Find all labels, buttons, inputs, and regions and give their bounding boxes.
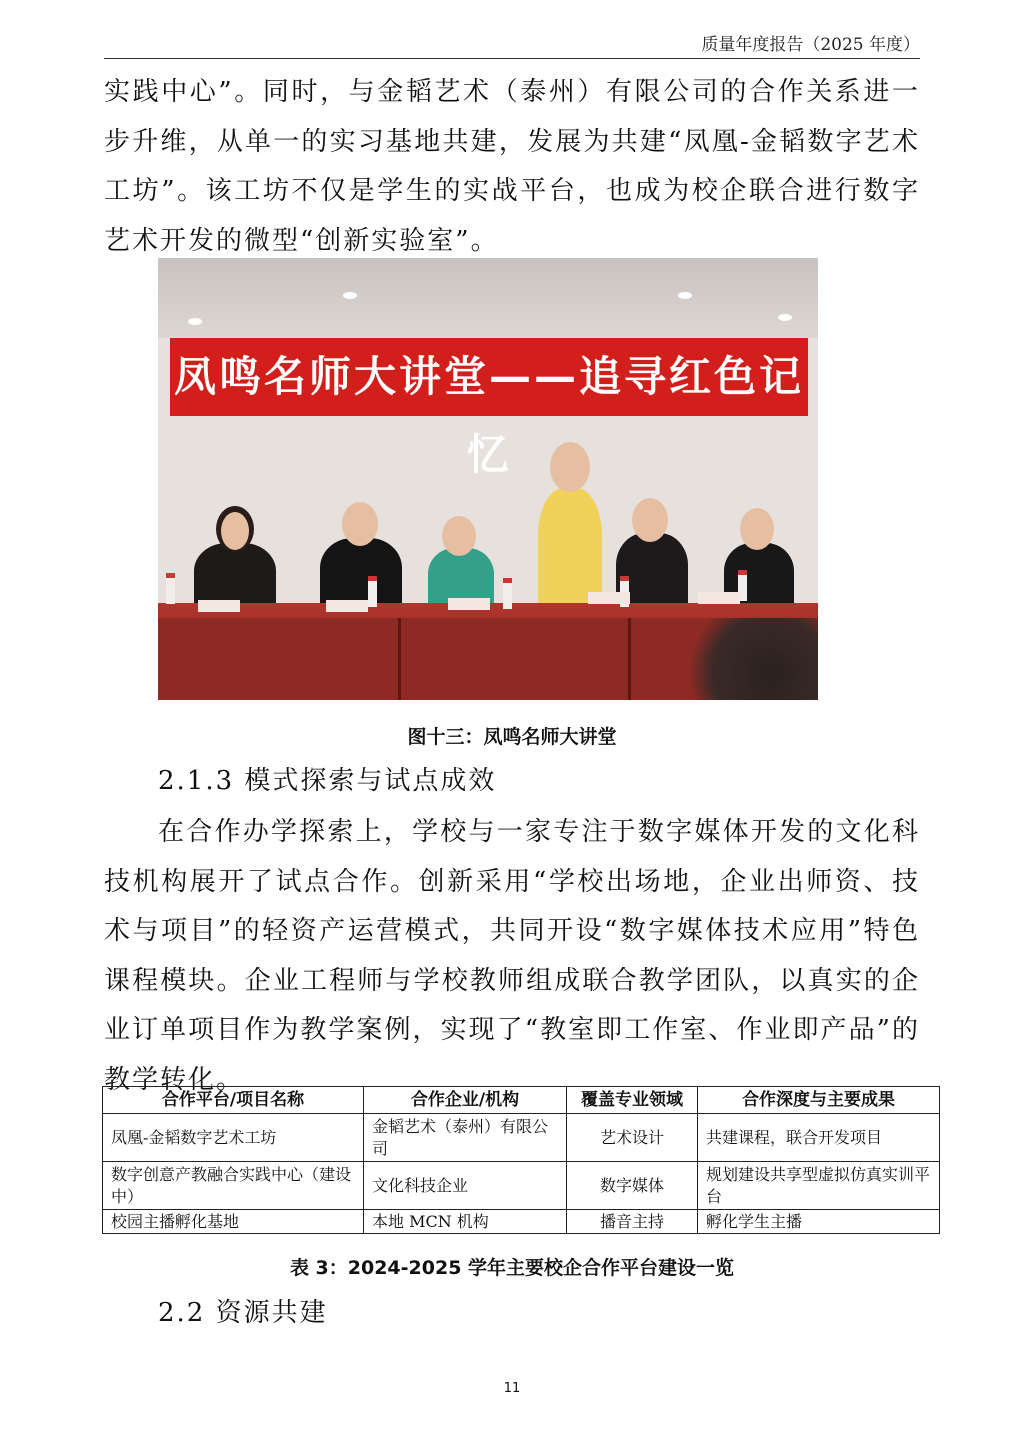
name-card [198,600,240,612]
table-cell: 共建课程，联合开发项目 [698,1114,940,1162]
person-speaker-head [550,442,590,492]
running-header: 质量年度报告（2025 年度） [701,35,920,55]
table-cell: 金韬艺术（泰州）有限公司 [364,1114,567,1162]
person-1-face [221,512,249,550]
table-header-cell: 覆盖专业领域 [567,1087,698,1114]
table-cell: 播音主持 [567,1210,698,1234]
ceiling-light [188,318,202,325]
table-caption: 表 3：2024-2025 学年主要校企合作平台建设一览 [289,1257,735,1279]
ceiling-light [678,292,692,299]
person-speaker [538,488,602,608]
paragraph-pilot: 在合作办学探索上，学校与一家专注于数字媒体开发的文化科技机构展开了试点合作。创新采用“学校出场地，企业出师资、技术与项目”的轻资产运营模式，共同开设“数字媒体技术应用”特色课程模块。企业工程师与学校教师组成联合教学团队，以真实的企业订单项目作为教学案例，实现了“教室即工作室、作业即产品”的教学转化。 [104,817,920,1095]
desk-seam [628,618,631,700]
table-header-cell: 合作深度与主要成果 [698,1087,940,1114]
section-heading-2-1-3: 2.1.3 模式探索与试点成效 [158,766,497,796]
table-cell: 凤凰-金韬数字艺术工坊 [103,1114,364,1162]
table-cell: 艺术设计 [567,1114,698,1162]
photo-ceiling [158,258,818,338]
table-cell: 本地 MCN 机构 [364,1210,567,1234]
header-rule [104,58,920,59]
page-number: 11 [503,1381,521,1396]
table-header-cell: 合作企业/机构 [364,1087,567,1114]
table-cell: 校园主播孵化基地 [103,1210,364,1234]
photo-banner: 凤鸣名师大讲堂——追寻红色记忆 [170,338,808,416]
person-2-head [342,502,378,546]
table-header-row [103,1087,940,1114]
name-card [326,600,368,612]
table-cell: 规划建设共享型虚拟仿真实训平台 [698,1162,940,1210]
person-5-head [632,498,668,542]
name-card [698,592,740,604]
table-cell: 数字媒体 [567,1162,698,1210]
cooperation-table [102,1086,940,1234]
table-row [103,1114,940,1162]
person-3-head [442,516,476,556]
ceiling-light [343,292,357,299]
name-card [588,592,630,604]
table-cell: 文化科技企业 [364,1162,567,1210]
table-cell: 数字创意产教融合实践中心（建设中） [103,1162,364,1210]
section-heading-2-2: 2.2 资源共建 [158,1298,328,1328]
water-bottle [503,578,512,609]
desk-seam [398,618,401,700]
photo-foreground-shadow [668,618,818,700]
table-row [103,1162,940,1210]
paragraph-workshop: 实践中心”。同时，与金韬艺术（泰州）有限公司的合作关系进一步升维，从单一的实习基地共建，发展为共建“凤凰-金韬数字艺术工坊”。该工坊不仅是学生的实战平台，也成为校企联合进行数字艺术开发的微型“创新实验室”。 [104,77,920,256]
ceiling-light [778,314,792,321]
lecture-photo [158,258,818,700]
name-card [448,598,490,610]
person-6-head [740,508,774,550]
water-bottle [166,573,175,604]
table-row [103,1210,940,1234]
water-bottle [368,576,377,607]
table-header-cell: 合作平台/项目名称 [103,1087,364,1114]
table-cell: 孵化学生主播 [698,1210,940,1234]
figure-caption: 图十三：凤鸣名师大讲堂 [407,726,617,748]
